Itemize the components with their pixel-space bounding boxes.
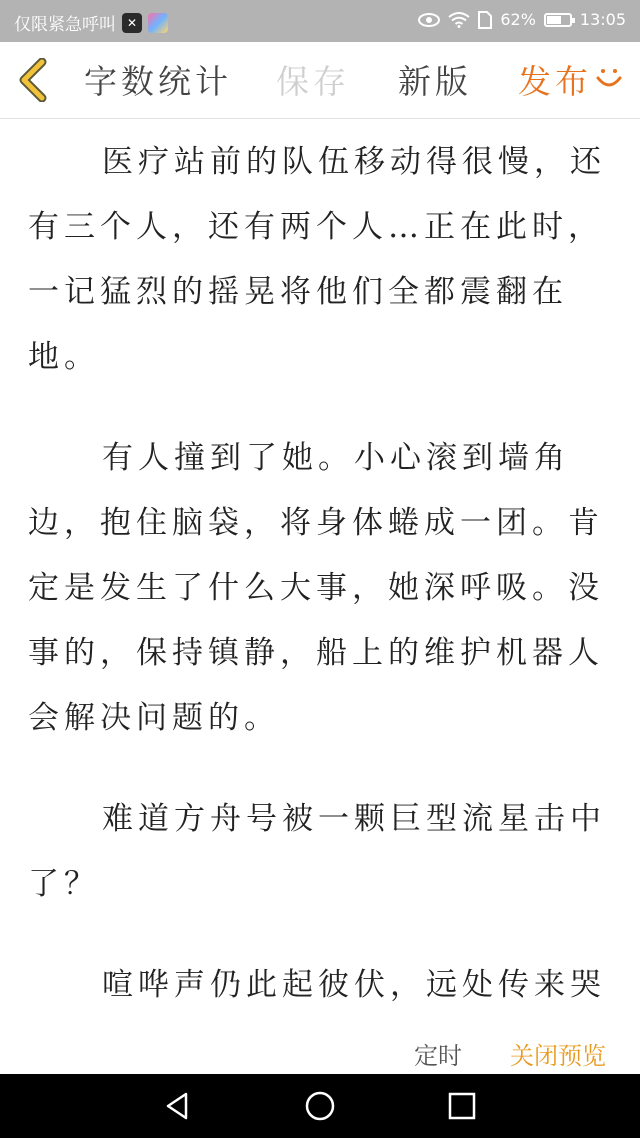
sim-icon [478,11,492,29]
clock-time: 13:05 [579,10,626,29]
paragraph: 医疗站前的队伍移动得很慢，还有三个人，还有两个人…正在此时，一记猛烈的摇晃将他们全都震翻在地。 [28,144,606,375]
smile-icon[interactable] [594,62,624,92]
capcut-app-icon: ✕ [122,13,142,33]
status-bar [0,0,640,42]
save-button[interactable]: 保存 [276,62,350,101]
colorful-app-icon [148,13,168,33]
preview-footer [0,1030,640,1074]
word-count-button[interactable]: 字数统计 [84,62,232,101]
status-right [418,10,626,29]
timer-button[interactable]: 定时 [414,1042,462,1070]
editor-toolbar [0,42,640,119]
paragraph: 有人撞到了她。小心滚到墙角边，抱住脑袋，将身体蜷成一团。肯定是发生了什么大事，她深呼吸。没事的，保持镇静，船上的维护机器人会解决问题的。 [28,440,604,736]
status-left [14,10,168,35]
circle-home-icon[interactable] [304,1090,336,1122]
carrier-text: 仅限紧急呼叫 [14,15,116,35]
battery-icon [544,13,572,27]
square-recent-icon[interactable] [446,1090,478,1122]
wifi-icon [448,12,470,28]
publish-button[interactable]: 发布 [518,62,592,101]
eye-icon [418,13,440,27]
chevron-left-icon[interactable] [14,58,54,102]
close-preview-button[interactable]: 关闭预览 [510,1042,606,1070]
paragraph: 喧哗声仍此起彼伏，远处传来哭 [102,967,606,1003]
article-preview[interactable] [28,130,612,1030]
battery-percent: 62% [500,10,536,29]
paragraph: 难道方舟号被一颗巨型流星击中了？ [28,801,606,902]
new-version-button[interactable]: 新版 [398,62,472,101]
triangle-back-icon[interactable] [162,1090,194,1122]
system-nav-bar [0,1074,640,1138]
